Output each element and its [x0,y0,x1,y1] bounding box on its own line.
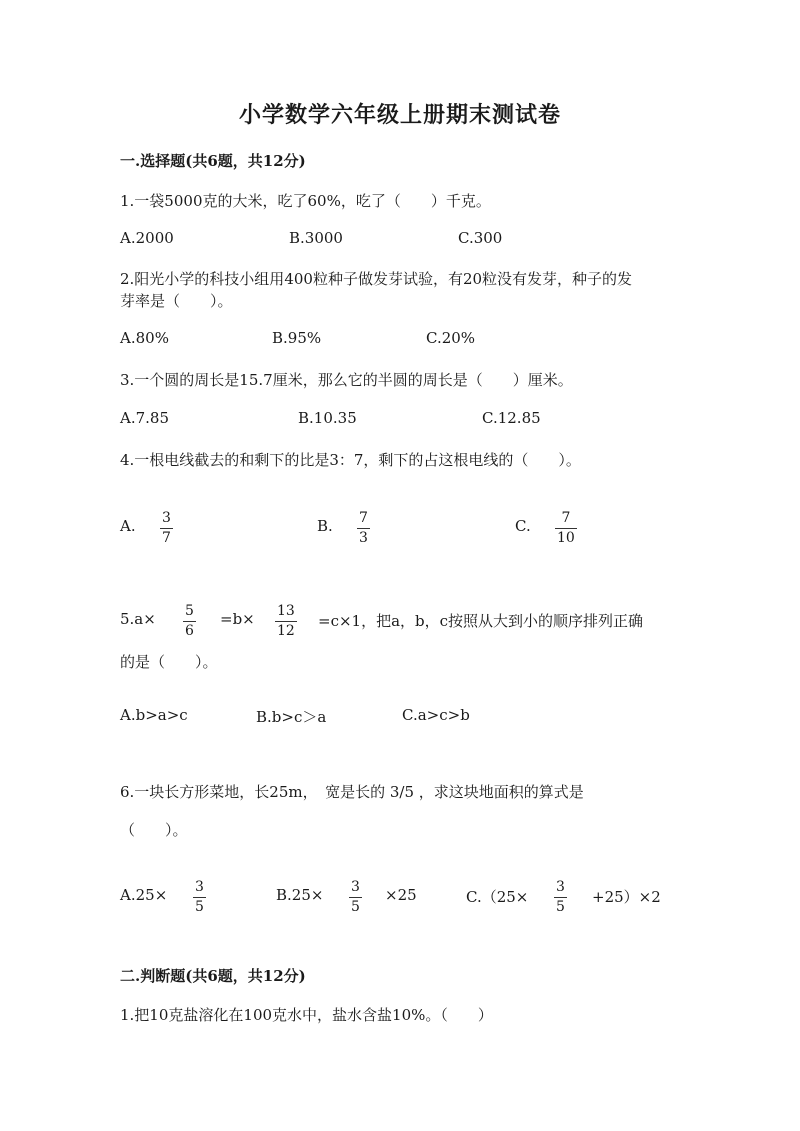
fraction-bar [160,528,173,529]
question-6-option-b-prefix: B.25× [276,886,324,904]
question-1-option-a: A.2000 [120,229,174,247]
question-2-text-line1: 2.阳光小学的科技小组用400粒种子做发芽试验，有20粒没有发芽，种子的发 [120,270,633,288]
question-4-option-b-label: B. [317,517,333,535]
fraction-numerator: 3 [195,879,204,895]
question-5-text-part1: 5.a× [120,610,156,628]
fraction-numerator: 7 [359,510,368,526]
fraction-bar [193,897,206,898]
fraction-numerator: 3 [162,510,171,526]
question-3-text: 3.一个圆的周长是15.7厘米，那么它的半圆的周长是（ ）厘米。 [120,371,573,389]
fraction-numerator: 5 [185,603,194,619]
question-6-option-b-suffix: ×25 [385,886,417,904]
fraction-denominator: 5 [351,899,360,915]
fraction-bar [349,897,362,898]
question-5-option-b: B.b>c＞a [256,708,327,726]
question-2-option-c: C.20% [426,329,476,347]
fraction-numerator: 3 [556,879,565,895]
question-3-option-b: B.10.35 [298,409,357,427]
question-4-option-b-fraction [357,510,370,546]
question-6-text-line1: 6.一块长方形菜地，长25m， 宽是长的 3/5 ，求这块地面积的算式是 [120,783,584,801]
fraction-bar [183,621,196,622]
question-6-option-a-fraction [193,879,206,915]
fraction-numerator: 13 [277,603,295,619]
question-6-text-line2: （ ）。 [120,821,188,839]
question-2-option-a: A.80% [120,329,169,347]
question-1-option-c: C.300 [458,229,503,247]
fraction-denominator: 5 [195,899,204,915]
fraction-bar [554,897,567,898]
question-4-option-c-fraction [555,510,577,546]
question-6-option-c-fraction [554,879,567,915]
fraction-numerator: 7 [561,510,571,526]
fraction-denominator: 7 [162,530,171,546]
fraction-denominator: 10 [557,530,575,546]
question-5-text-part2: =b× [220,610,255,628]
question-5-text-line2: 的是（ ）。 [120,653,218,671]
question-1-option-b: B.3000 [289,229,343,247]
question-5-fraction-1 [183,603,196,639]
question-5-fraction-2 [275,603,297,639]
fraction-numerator: 3 [351,879,360,895]
question-6-option-b-fraction [349,879,362,915]
question-4-option-a-fraction [160,510,173,546]
fraction-bar [555,528,577,529]
question-6-option-c-prefix: C.（25× [466,888,529,906]
question-4-option-c-label: C. [515,517,531,535]
question-6-option-a-prefix: A.25× [120,886,168,904]
question-4-option-a-label: A. [120,517,136,535]
fraction-denominator: 3 [359,530,368,546]
fraction-denominator: 12 [277,623,295,639]
question-5-text-part3: =c×1，把a，b，c按照从大到小的顺序排列正确 [318,612,644,630]
question-2-text-line2: 芽率是（ ）。 [120,292,233,310]
question-1-text: 1.一袋5000克的大米，吃了60%，吃了（ ）千克。 [120,192,491,210]
question-3-option-a: A.7.85 [120,409,169,427]
fraction-bar [275,621,297,622]
page-title: 小学数学六年级上册期末测试卷 [238,102,561,128]
question-5-option-c: C.a>c>b [402,706,470,724]
section-heading-judgement: 二.判断题(共6题，共12分) [120,967,306,985]
question-6-option-c-suffix: +25）×2 [592,888,661,906]
fraction-denominator: 6 [185,623,194,639]
question-3-option-c: C.12.85 [482,409,541,427]
question-4-text: 4.一根电线截去的和剩下的比是3：7，剩下的占这根电线的（ ）。 [120,451,581,469]
judgement-question-1-text: 1.把10克盐溶化在100克水中，盐水含盐10%。（ ） [120,1006,493,1024]
question-5-option-a: A.b>a>c [120,706,188,724]
fraction-denominator: 5 [556,899,565,915]
section-heading-choice: 一.选择题(共6题，共12分) [120,152,306,170]
question-2-option-b: B.95% [272,329,322,347]
fraction-bar [357,528,370,529]
